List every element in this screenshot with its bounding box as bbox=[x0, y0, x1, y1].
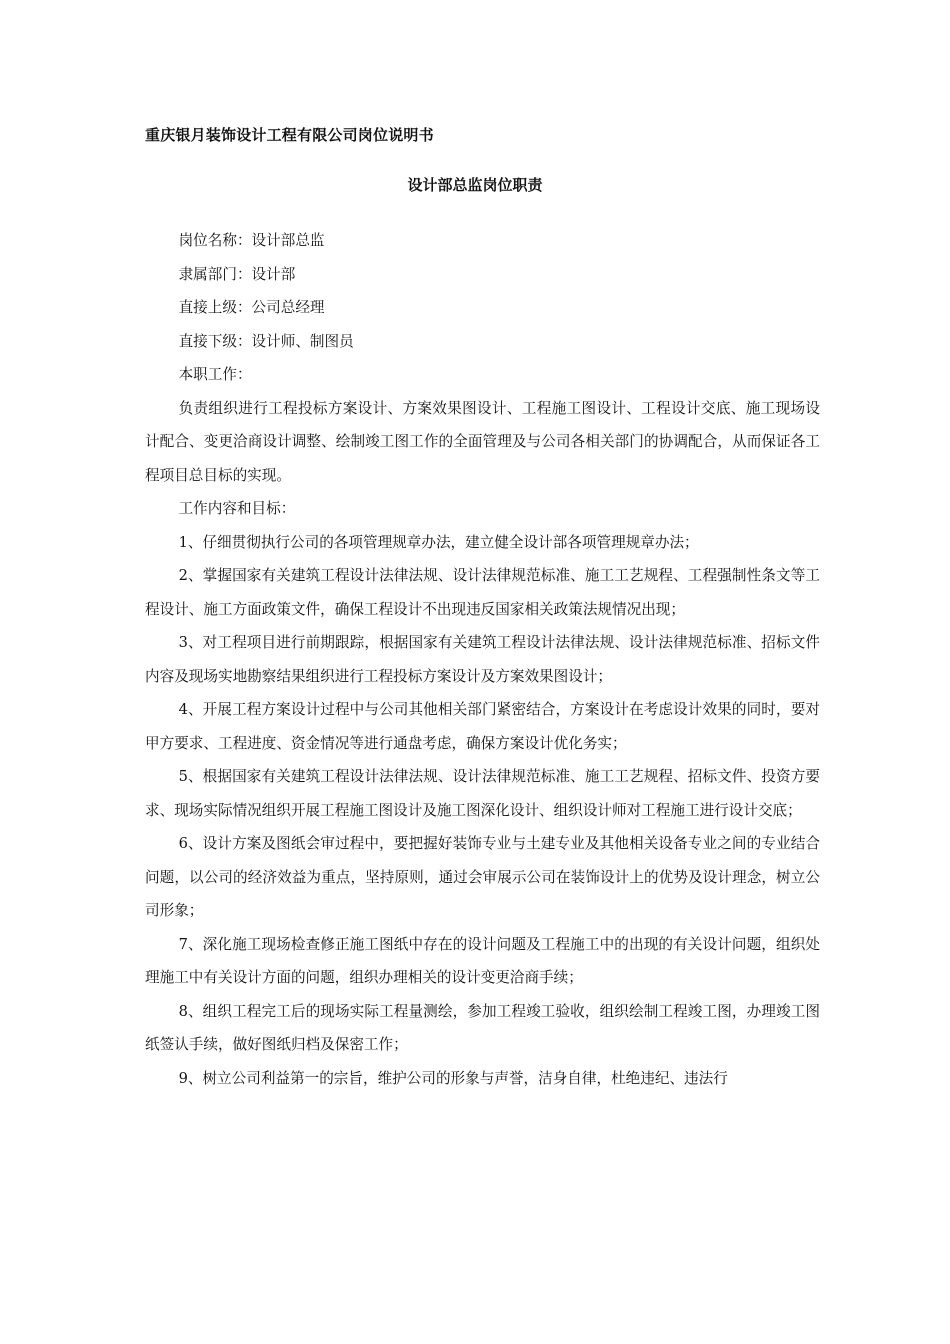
field-direct-subordinates: 直接下级：设计师、制图员 bbox=[178, 332, 354, 350]
list-item: 2、掌握国家有关建筑工程设计法律法规、设计法律规范标准、施工工艺规程、工程强制性条文等工程设计、施工方面政策文件，确保工程设计不出现违反国家相关政策法规情况出现； bbox=[145, 567, 820, 618]
document-subtitle: 设计部总监岗位职责 bbox=[407, 176, 543, 194]
list-item: 5、根据国家有关建筑工程设计法律法规、设计法律规范标准、施工工艺规程、招标文件、投资方要求、现场实际情况组织开展工程施工图设计及施工图深化设计、组织设计师对工程施工进行设计交底； bbox=[145, 768, 820, 819]
list-item: 4、开展工程方案设计过程中与公司其他相关部门紧密结合，方案设计在考虑设计效果的同时，要对甲方要求、工程进度、资金情况等进行通盘考虑，确保方案设计优化务实； bbox=[145, 701, 820, 752]
content-heading: 工作内容和目标： bbox=[178, 500, 296, 517]
list-item: 9、树立公司利益第一的宗旨，维护公司的形象与声誉，洁身自律，杜绝违纪、违法行 bbox=[178, 1069, 728, 1087]
list-item: 6、设计方案及图纸会审过程中，要把握好装饰专业与土建专业及其他相关设备专业之间的专业结合问题，以公司的经济效益为重点，坚持原则，通过会审展示公司在装饰设计上的优势及设计理念，树立公司形象； bbox=[145, 835, 820, 919]
field-position-name: 岗位名称：设计部总监 bbox=[178, 232, 325, 249]
duties-paragraph: 负责组织进行工程投标方案设计、方案效果图设计、工程施工图设计、工程设计交底、施工现场设计配合、变更洽商设计调整、绘制竣工图工作的全面管理及与公司各相关部门的协调配合，从而保证各工程项目总目标的实现。 bbox=[145, 399, 820, 484]
document-title: 重庆银月装饰设计工程有限公司岗位说明书 bbox=[145, 126, 434, 144]
list-item: 8、组织工程完工后的现场实际工程量测绘，参加工程竣工验收，组织绘制工程竣工图，办理竣工图纸签认手续，做好图纸归档及保密工作； bbox=[145, 1002, 820, 1053]
document-body bbox=[145, 224, 820, 1095]
duties-heading: 本职工作： bbox=[178, 366, 252, 383]
list-item: 1、仔细贯彻执行公司的各项管理规章办法，建立健全设计部各项管理规章办法； bbox=[178, 533, 699, 551]
field-direct-superior: 直接上级：公司总经理 bbox=[178, 299, 325, 316]
list-item: 3、对工程项目进行前期跟踪，根据国家有关建筑工程设计法律法规、设计法律规范标准、招标文件内容及现场实地勘察结果组织进行工程投标方案设计及方案效果图设计； bbox=[145, 634, 820, 685]
field-department: 隶属部门：设计部 bbox=[178, 265, 296, 283]
list-item: 7、深化施工现场检查修正施工图纸中存在的设计问题及工程施工中的出现的有关设计问题，组织处理施工中有关设计方面的问题，组织办理相关的设计变更洽商手续； bbox=[145, 935, 820, 986]
